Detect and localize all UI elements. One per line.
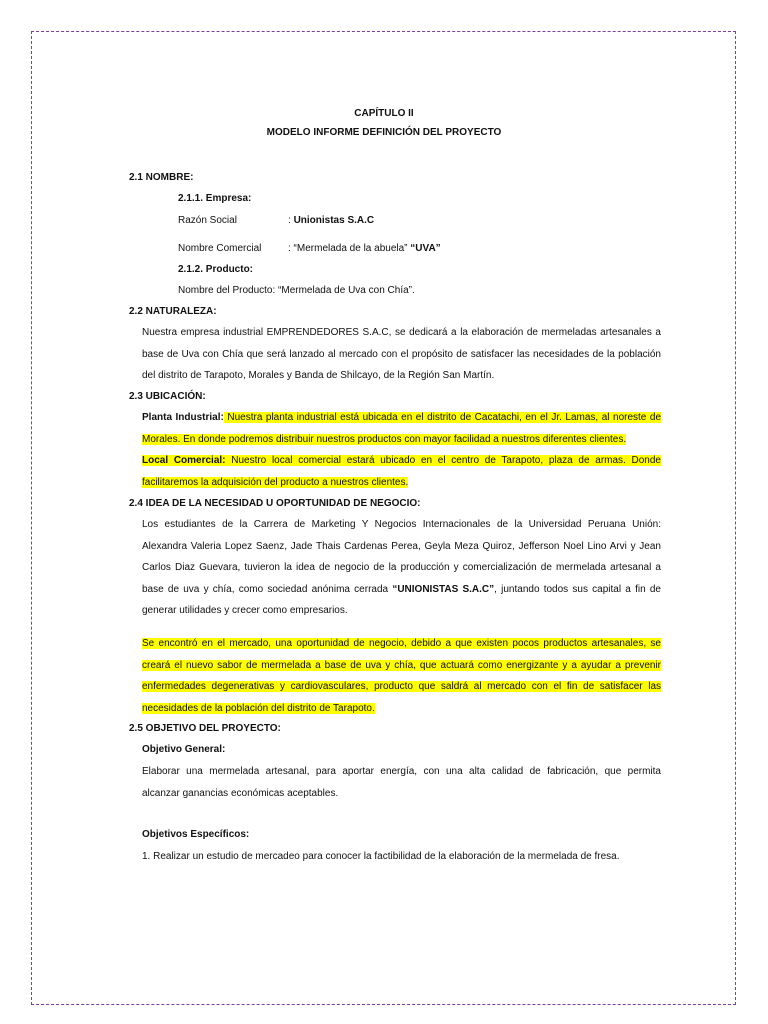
razon-social-value: : Unionistas S.A.C bbox=[288, 215, 375, 226]
highlighted-text: Nuestro local comercial estará ubicado en el centro de Tarapoto, plaza de armas. Donde bbox=[225, 455, 661, 466]
paragraph-line: alcanzar ganancias económicas aceptables. bbox=[142, 787, 339, 799]
empresa-subheading: 2.1.1. Empresa: bbox=[178, 193, 252, 204]
nombre-comercial-label: Nombre Comercial bbox=[178, 243, 262, 254]
document-title: MODELO INFORME DEFINICIÓN DEL PROYECTO bbox=[266, 127, 502, 138]
highlighted-text: Nuestra planta industrial está ubicada en el distrito de Cacatachi, en el Jr. Lamas, al noreste de bbox=[223, 412, 662, 423]
paragraph-line bbox=[142, 472, 661, 494]
objetivos-especificos-heading: Objetivos Específicos: bbox=[142, 829, 250, 840]
paragraph-line bbox=[142, 407, 661, 429]
paragraph-line: base de uva y chía, como sociedad anónima cerrada “UNIONISTAS S.A.C”, juntando todos sus capital a fin de bbox=[142, 583, 661, 595]
idea-paragraph bbox=[142, 514, 661, 622]
paragraph-line: Los estudiantes de la Carrera de Marketing Y Negocios Internacionales de la Universidad Peruana Unión: bbox=[142, 519, 661, 530]
paragraph-line: creará el nuevo sabor de mermelada a base de uva y chía, que actuará como energizante y a ayudar a prevenir bbox=[142, 659, 661, 671]
highlighted-text: Morales. En donde podremos distribuir nuestros productos con mayor facilidad a nuestros diferentes clientes. bbox=[142, 433, 627, 445]
paragraph-line: Nuestra empresa industrial EMPRENDEDORES S.A.C, se dedicará a la elaboración de mermeladas artesanales a bbox=[142, 327, 661, 338]
naturaleza-paragraph bbox=[142, 322, 661, 387]
paragraph-line: Carlos Diaz Guevara, tuvieron la idea de negocio de la producción y comercialización de mermelada artesanal a bbox=[142, 562, 661, 573]
objetivo-general-paragraph bbox=[142, 761, 661, 804]
objetivo-general-heading: Objetivo General: bbox=[142, 744, 226, 755]
objetivo-especifico-1: 1. Realizar un estudio de mercadeo para conocer la factibilidad de la elaboración de la mermelada de fresa. bbox=[142, 851, 620, 862]
paragraph-line bbox=[142, 429, 661, 451]
paragraph-line: base de Uva con Chía que será lanzado al mercado con el propósito de satisfacer las necesidades de la población bbox=[142, 348, 661, 360]
planta-label: Planta Industrial: bbox=[142, 412, 224, 423]
nombre-comercial-value: : “Mermelada de la abuela” “UVA” bbox=[288, 243, 441, 254]
paragraph-line: necesidades de la población del distrito de Tarapoto. bbox=[142, 702, 375, 714]
section-2-2-heading: 2.2 NATURALEZA: bbox=[129, 306, 217, 317]
razon-social-label: Razón Social bbox=[178, 215, 237, 226]
section-2-1-heading: 2.1 NOMBRE: bbox=[129, 172, 194, 183]
ubicacion-paragraph bbox=[142, 407, 661, 493]
paragraph-line: del distrito de Tarapoto, Morales y Banda de Shilcayo, de la Región San Martín. bbox=[142, 370, 495, 381]
paragraph-line: generar utilidades y crecer como empresarios. bbox=[142, 605, 348, 616]
paragraph-line: enfermedades degenerativas y cardiovasculares, producto que saldrá al mercado con el fin de satisfacer las bbox=[142, 681, 661, 692]
producto-subheading: 2.1.2. Producto: bbox=[178, 264, 254, 275]
oportunidad-paragraph bbox=[142, 633, 661, 719]
paragraph-line: Se encontró en el mercado, una oportunidad de negocio, debido a que existen pocos productos artesanales, se bbox=[142, 638, 661, 649]
producto-name: Nombre del Producto: “Mermelada de Uva con Chía”. bbox=[178, 285, 415, 296]
section-2-4-heading: 2.4 IDEA DE LA NECESIDAD U OPORTUNIDAD DE NEGOCIO: bbox=[129, 498, 421, 509]
section-2-3-heading: 2.3 UBICACIÓN: bbox=[129, 391, 206, 402]
section-2-5-heading: 2.5 OBJETIVO DEL PROYECTO: bbox=[129, 723, 281, 734]
chapter-heading: CAPÍTULO II bbox=[354, 108, 414, 119]
paragraph-line: Alexandra Valeria Lopez Saenz, Jade Thais Cardenas Perea, Geyla Meza Quiroz, Jefferson Noel Lino Arvi y Jean bbox=[142, 540, 661, 552]
local-label: Local Comercial: bbox=[142, 455, 226, 466]
paragraph-line bbox=[142, 450, 661, 472]
highlighted-text: facilitaremos la adquisición del producto a nuestros clientes. bbox=[142, 476, 409, 488]
paragraph-line: Elaborar una mermelada artesanal, para aportar energía, con una alta calidad de fabricación, que permita bbox=[142, 766, 661, 777]
